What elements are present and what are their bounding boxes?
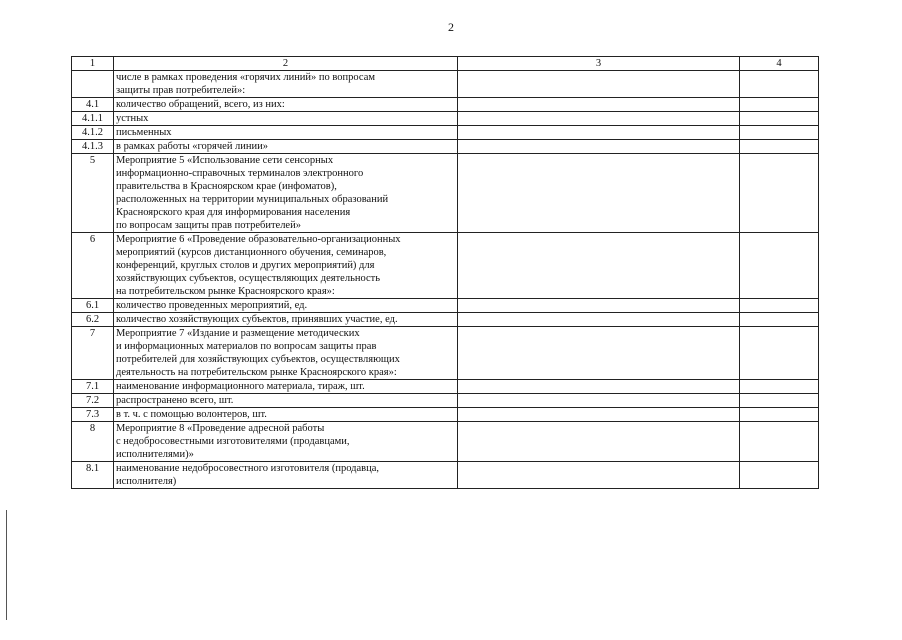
table-header-row <box>72 57 819 71</box>
row-cell-4 <box>740 299 819 313</box>
table-row <box>72 71 819 98</box>
row-cell-3 <box>458 313 740 327</box>
row-cell-3 <box>458 98 740 112</box>
row-cell-4 <box>740 422 819 462</box>
table-row <box>72 313 819 327</box>
row-number: 4.1.1 <box>72 112 114 126</box>
row-number: 6.2 <box>72 313 114 327</box>
row-cell-4 <box>740 462 819 489</box>
row-cell-4 <box>740 408 819 422</box>
row-cell-3 <box>458 140 740 154</box>
row-number: 8 <box>72 422 114 462</box>
row-text: Мероприятие 5 «Использование сети сенсорных информационно-справочных терминалов электронного правительства в Красноярском крае (инфоматов), расположенных на территории муниципальных образований Красноярского края для информирования населения по вопросам защиты прав потребителей» <box>114 154 458 233</box>
table-row <box>72 462 819 489</box>
row-cell-3 <box>458 233 740 299</box>
row-text: устных <box>114 112 458 126</box>
row-number: 8.1 <box>72 462 114 489</box>
column-header-2: 2 <box>114 57 458 71</box>
row-number: 7.3 <box>72 408 114 422</box>
table-row <box>72 394 819 408</box>
row-number: 7 <box>72 327 114 380</box>
table-row <box>72 112 819 126</box>
row-text: количество проведенных мероприятий, ед. <box>114 299 458 313</box>
row-cell-4 <box>740 140 819 154</box>
row-number: 5 <box>72 154 114 233</box>
row-cell-3 <box>458 408 740 422</box>
row-text: в рамках работы «горячей линии» <box>114 140 458 154</box>
table-row <box>72 233 819 299</box>
row-cell-3 <box>458 112 740 126</box>
row-number: 7.2 <box>72 394 114 408</box>
table-row <box>72 98 819 112</box>
column-header-3: 3 <box>458 57 740 71</box>
row-text: Мероприятие 8 «Проведение адресной работы с недобросовестными изготовителями (продавцами, исполнителями)» <box>114 422 458 462</box>
row-cell-3 <box>458 462 740 489</box>
row-text: числе в рамках проведения «горячих линий» по вопросам защиты прав потребителей»: <box>114 71 458 98</box>
row-cell-4 <box>740 233 819 299</box>
row-text: письменных <box>114 126 458 140</box>
row-text: количество обращений, всего, из них: <box>114 98 458 112</box>
row-number: 4.1 <box>72 98 114 112</box>
row-cell-4 <box>740 154 819 233</box>
row-cell-3 <box>458 327 740 380</box>
row-cell-3 <box>458 71 740 98</box>
row-text: наименование информационного материала, тираж, шт. <box>114 380 458 394</box>
row-cell-4 <box>740 327 819 380</box>
table-row <box>72 327 819 380</box>
row-number <box>72 71 114 98</box>
row-text: наименование недобросовестного изготовителя (продавца, исполнителя) <box>114 462 458 489</box>
row-cell-3 <box>458 299 740 313</box>
row-cell-3 <box>458 394 740 408</box>
table-row <box>72 140 819 154</box>
row-text: Мероприятие 6 «Проведение образовательно-организационных мероприятий (курсов дистанционного обучения, семинаров, конференций, круглых столов и других мероприятий) для хозяйствующих субъектов, осуществляющих деятельность на потребительском рынке Красноярского края»: <box>114 233 458 299</box>
column-header-1: 1 <box>72 57 114 71</box>
row-text: количество хозяйствующих субъектов, принявших участие, ед. <box>114 313 458 327</box>
scan-edge-mark <box>6 510 7 620</box>
table-row <box>72 422 819 462</box>
page-number: 2 <box>448 20 454 34</box>
row-number: 4.1.2 <box>72 126 114 140</box>
row-text: Мероприятие 7 «Издание и размещение методических и информационных материалов по вопросам защиты прав потребителей для хозяйствующих субъектов, осуществляющих деятельность на потребительском рынке Красноярского края»: <box>114 327 458 380</box>
row-cell-3 <box>458 422 740 462</box>
row-text: распространено всего, шт. <box>114 394 458 408</box>
row-cell-4 <box>740 71 819 98</box>
row-cell-4 <box>740 313 819 327</box>
row-cell-4 <box>740 394 819 408</box>
row-cell-4 <box>740 380 819 394</box>
row-text: в т. ч. с помощью волонтеров, шт. <box>114 408 458 422</box>
table-row <box>72 299 819 313</box>
row-number: 4.1.3 <box>72 140 114 154</box>
row-number: 7.1 <box>72 380 114 394</box>
row-cell-4 <box>740 126 819 140</box>
row-cell-4 <box>740 112 819 126</box>
row-number: 6 <box>72 233 114 299</box>
table-row <box>72 154 819 233</box>
measures-table <box>71 56 819 489</box>
table-row <box>72 408 819 422</box>
row-cell-4 <box>740 98 819 112</box>
table-row <box>72 126 819 140</box>
row-cell-3 <box>458 380 740 394</box>
row-cell-3 <box>458 126 740 140</box>
column-header-4: 4 <box>740 57 819 71</box>
row-cell-3 <box>458 154 740 233</box>
row-number: 6.1 <box>72 299 114 313</box>
table-row <box>72 380 819 394</box>
